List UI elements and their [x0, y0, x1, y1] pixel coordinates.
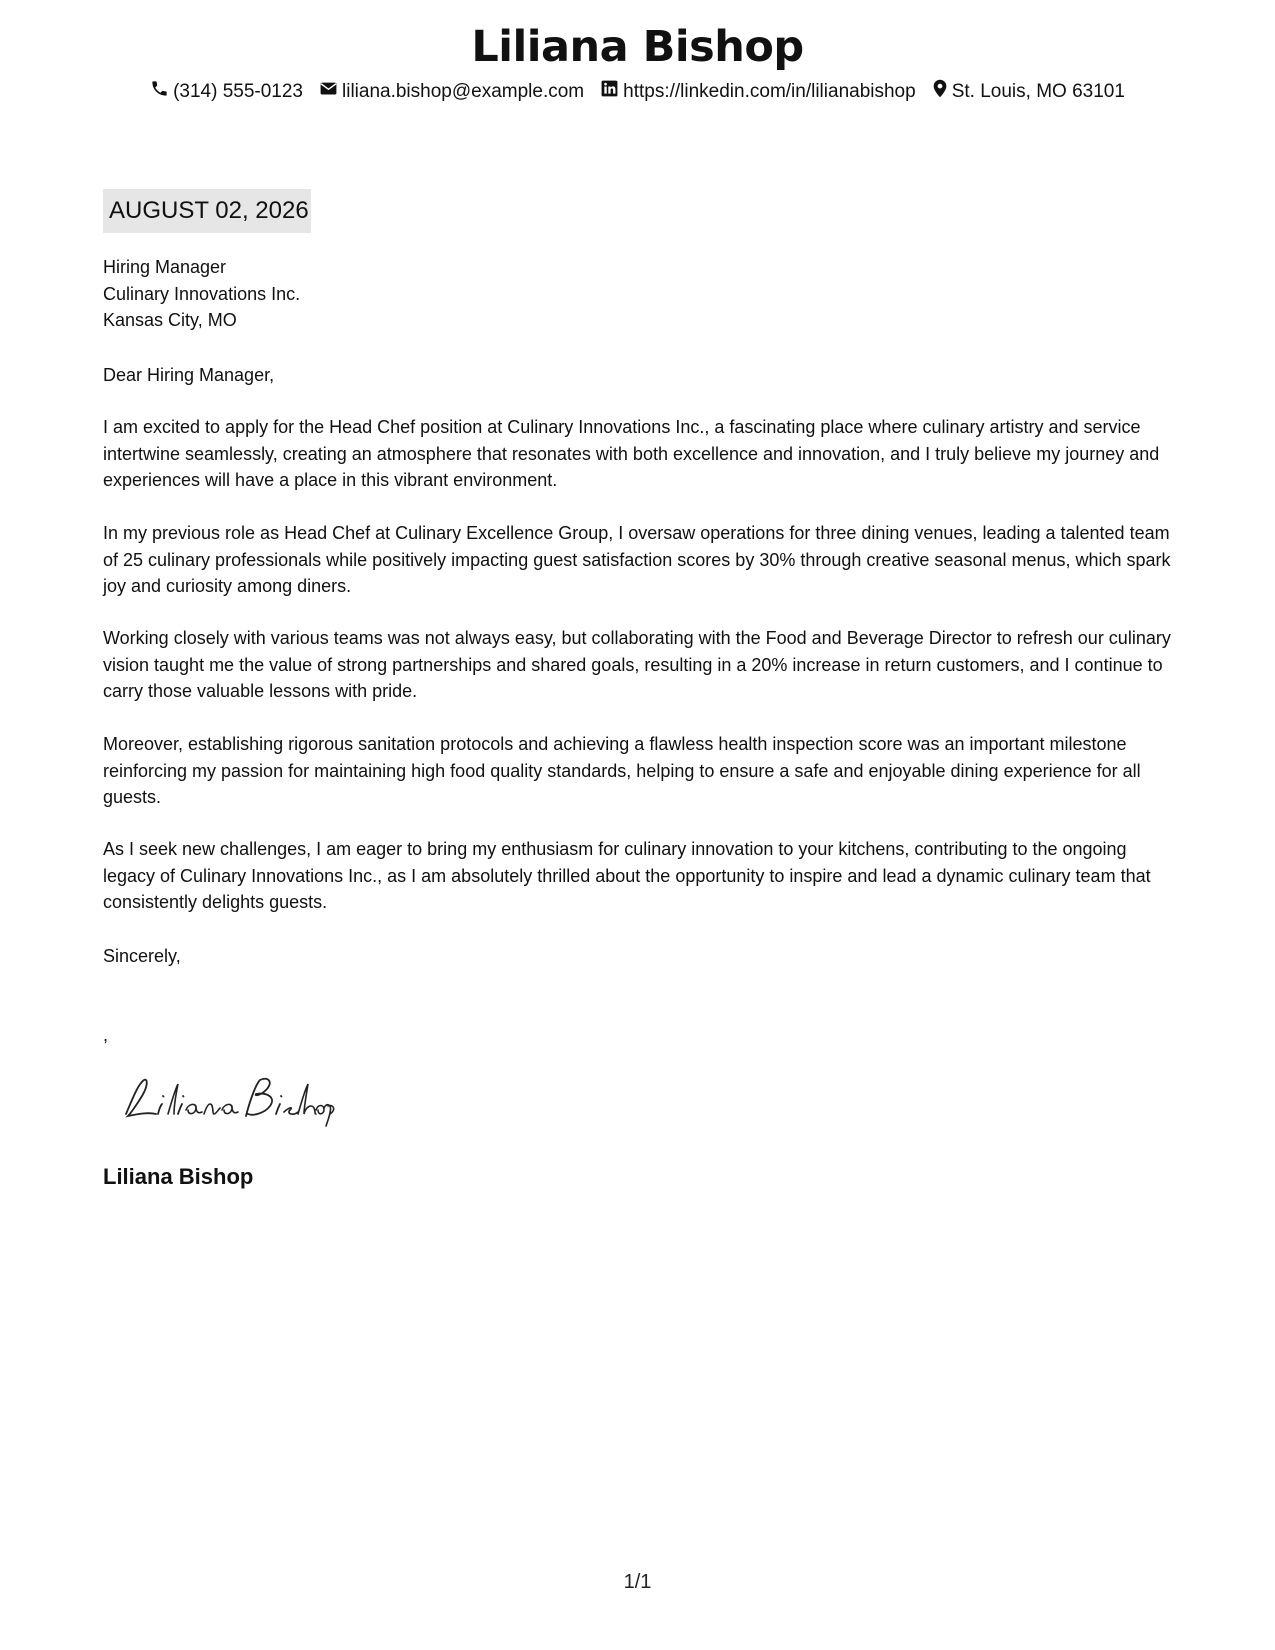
recipient-block: [103, 254, 1183, 334]
applicant-name: Liliana Bishop: [471, 22, 804, 72]
contact-phone: [150, 79, 303, 104]
body-paragraph: Working closely with various teams was not always easy, but collaborating with the Food and Beverage Director to refresh our culinary vision taught me the value of strong partnerships and shared goals, resulting in a 20% increase in return customers, and I continue to carry those valuable lessons with pride.: [103, 628, 1171, 701]
handwritten-signature: [118, 1070, 338, 1135]
body-paragraph: In my previous role as Head Chef at Culinary Excellence Group, I oversaw operations for three dining venues, leading a talented team of 25 culinary professionals while positively impacting guest satisfaction scores by 30% through creative seasonal menus, which spark joy and curiosity among diners.: [103, 523, 1171, 596]
signer-name: Liliana Bishop: [103, 1164, 254, 1189]
email-text: liliana.bishop@example.com: [342, 80, 585, 102]
linkedin-icon: [600, 79, 623, 104]
recipient-location: Kansas City, MO: [103, 310, 237, 330]
body-paragraph: As I seek new challenges, I am eager to bring my enthusiasm for culinary innovation to your kitchens, contributing to the ongoing legacy of Culinary Innovations Inc., as I am absolutely thrilled about the opportunity to inspire and lead a dynamic culinary team that consistently delights guests.: [103, 839, 1151, 912]
envelope-icon: [319, 79, 342, 104]
location-text: St. Louis, MO 63101: [951, 80, 1125, 102]
letter-date: AUGUST 02, 2026: [103, 189, 311, 233]
phone-text: (314) 555-0123: [173, 80, 303, 102]
linkedin-text: https://linkedin.com/in/lilianabishop: [623, 80, 916, 102]
salutation: Dear Hiring Manager,: [103, 365, 275, 385]
body-paragraph: Moreover, establishing rigorous sanitation protocols and achieving a flawless health inspection score was an important milestone reinforcing my passion for maintaining high food quality standards, helping to ensure a safe and enjoyable dining experience for all guests.: [103, 734, 1141, 807]
body-paragraph: I am excited to apply for the Head Chef position at Culinary Innovations Inc., a fascinating place where culinary artistry and service intertwine seamlessly, creating an atmosphere that resonates with both excellence and innovation, and I truly believe my journey and experiences will have a place in this vibrant environment.: [103, 417, 1160, 490]
contact-bar: [0, 79, 1275, 104]
recipient-company: Culinary Innovations Inc.: [103, 283, 301, 304]
contact-location: [932, 79, 1125, 104]
contact-email[interactable]: [319, 79, 584, 104]
map-marker-icon: [932, 79, 952, 104]
recipient-title: Hiring Manager: [103, 257, 227, 277]
contact-linkedin[interactable]: [600, 79, 916, 104]
phone-icon: [150, 79, 173, 104]
comma-line: ,: [103, 1025, 109, 1045]
page-number: 1/1: [623, 1571, 652, 1593]
closing: Sincerely,: [103, 946, 181, 966]
